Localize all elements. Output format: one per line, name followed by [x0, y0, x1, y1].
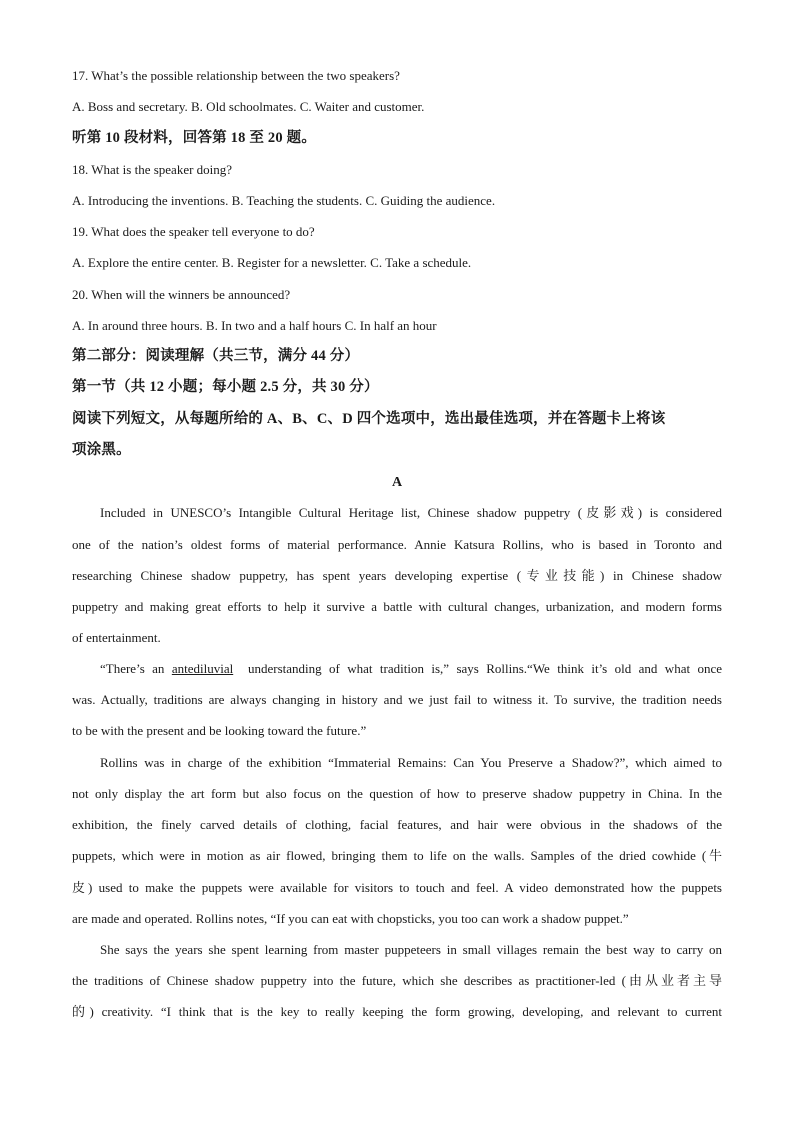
underlined-word: antediluvial [171, 661, 234, 676]
question-17: 17. What’s the possible relationship between the two speakers? [72, 68, 400, 83]
passage-line: exhibition, the finely carved details of clothing, facial features, and hair were obvious in the shadows of the [72, 817, 722, 832]
passage-line: puppetry and making great efforts to help it survive a battle with cultural changes, urbanization, and modern forms [72, 599, 722, 614]
passage-line: to be with the present and be looking toward the future.” [72, 723, 367, 738]
passage-line: are made and operated. Rollins notes, “If you can eat with chopsticks, you too can work a shadow puppet.” [72, 911, 629, 926]
passage-line-with-underline [100, 661, 722, 677]
passage-line: was. Actually, traditions are always changing in history and we just fail to witness it. To survive, the tradition needs [72, 692, 722, 707]
passage-line: one of the nation’s oldest forms of material performance. Annie Katsura Rollins, who is based in Toronto and [72, 537, 722, 552]
question-18: 18. What is the speaker doing? [72, 162, 233, 177]
quote-start: “There’s an [100, 661, 165, 676]
passage-line: of entertainment. [72, 630, 161, 645]
section-one-heading: 第一节（共 12 小题；每小题 2.5 分，共 30 分） [72, 379, 379, 395]
passage-line: 皮) used to make the puppets were available for visitors to touch and feel. A video demonstrated how the puppets [72, 880, 722, 895]
quote-rest: understanding of what tradition is,” says Rollins.“We think it’s old and what once [248, 661, 723, 676]
reading-instruction-cont: 项涂黑。 [72, 442, 131, 458]
passage-line: researching Chinese shadow puppetry, has spent years developing expertise (专业技能) in Chinese shadow [72, 568, 722, 583]
question-18-options: A. Introducing the inventions. B. Teaching the students. C. Guiding the audience. [72, 193, 496, 208]
passage-line: Rollins was in charge of the exhibition “Immaterial Remains: Can You Preserve a Shadow?”, which aimed to [100, 755, 722, 770]
listening-section-heading: 听第 10 段材料，回答第 18 至 20 题。 [72, 130, 317, 146]
passage-line: not only display the art form but also focus on the question of how to preserve shadow puppetry in China. In the [72, 786, 722, 801]
question-19: 19. What does the speaker tell everyone to do? [72, 224, 315, 239]
question-20-options: A. In around three hours. B. In two and a half hours C. In half an hour [72, 318, 437, 333]
question-17-options: A. Boss and secretary. B. Old schoolmates. C. Waiter and customer. [72, 99, 425, 114]
part-two-heading: 第二部分：阅读理解（共三节，满分 44 分） [72, 348, 360, 364]
passage-label: A [391, 475, 403, 490]
passage-line: the traditions of Chinese shadow puppetry into the future, which she describes as practitioner-led (由从业者主导 [72, 973, 722, 988]
passage-line: 的) creativity. “I think that is the key to really keeping the form growing, developing, and relevant to current [72, 1004, 722, 1019]
passage-line: She says the years she spent learning from master puppeteers in small villages remain the best way to carry on [100, 942, 722, 957]
question-20: 20. When will the winners be announced? [72, 287, 291, 302]
question-19-options: A. Explore the entire center. B. Register for a newsletter. C. Take a schedule. [72, 255, 472, 270]
passage-line: puppets, which were in motion as air flowed, bringing them to life on the walls. Samples of the dried cowhide (牛 [72, 848, 722, 863]
reading-instruction: 阅读下列短文，从每题所给的 A、B、C、D 四个选项中，选出最佳选项，并在答题卡上将该 [72, 411, 666, 427]
passage-line: Included in UNESCO’s Intangible Cultural Heritage list, Chinese shadow puppetry (皮影戏) is considered [100, 505, 722, 520]
